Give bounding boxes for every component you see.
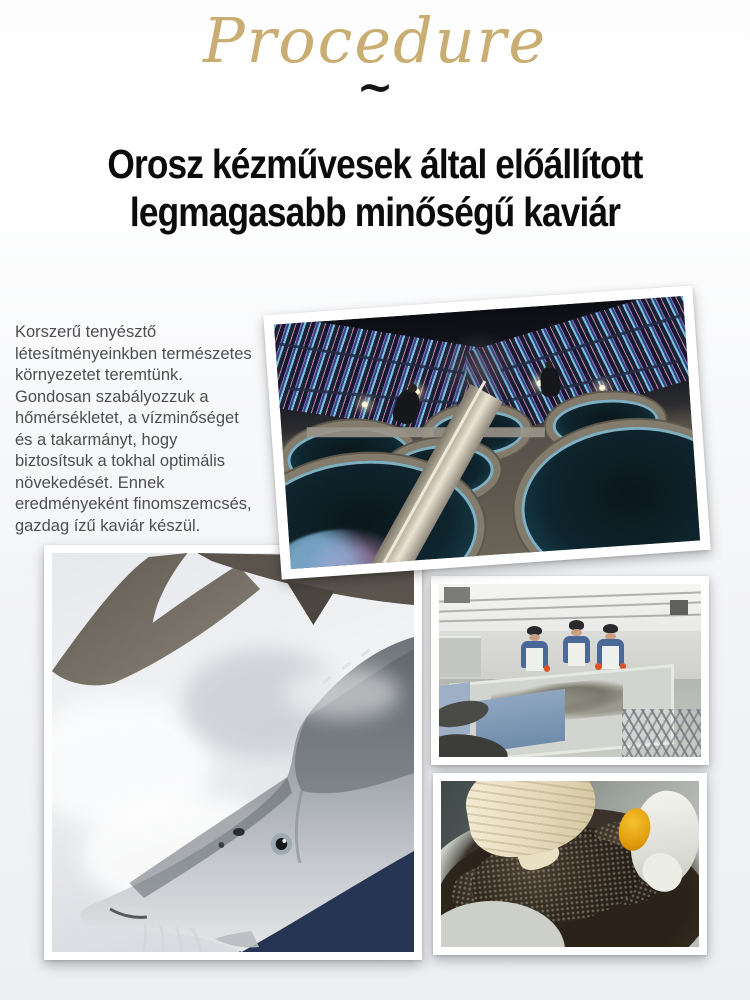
- cross-walkway: [306, 427, 544, 437]
- worker-apron: [602, 646, 619, 669]
- wall-vent: [670, 600, 688, 616]
- worker-glove: [544, 665, 550, 672]
- caviar-straining-photo-content: [441, 781, 699, 947]
- facility-worker: [540, 366, 560, 397]
- tilde-ornament: ~: [356, 62, 394, 113]
- headline-line-2: legmagasabb minőségű kaviár: [129, 189, 621, 235]
- intro-line: Gondosan szabályozzuk a: [15, 387, 209, 406]
- aquaculture-facility-photo-content: [274, 296, 700, 569]
- intro-paragraph: [15, 322, 287, 537]
- worker-apron: [526, 648, 543, 671]
- ceiling-fixture: [444, 587, 470, 603]
- sturgeon-photo: [44, 545, 422, 960]
- worker-torso: [563, 636, 590, 663]
- intro-line: növekedését. Ennek: [15, 473, 165, 492]
- sturgeon-illustration: [52, 553, 414, 952]
- processing-worker: [562, 620, 591, 679]
- aquaculture-facility-photo: [263, 285, 710, 579]
- intro-line: hőmérsékletet, a vízminőséget: [15, 409, 239, 427]
- nostril: [233, 828, 245, 836]
- intro-line: Korszerű tenyésztő: [15, 323, 157, 341]
- intro-line: létesítményeinkben természetes: [15, 344, 252, 363]
- worker-torso: [521, 641, 548, 668]
- rail-fence: [622, 709, 701, 757]
- caviar-straining-photo: [433, 773, 707, 955]
- worker-torso: [597, 639, 624, 666]
- sturgeon-photo-content: [52, 553, 414, 952]
- eye-glint: [282, 839, 286, 843]
- processing-room-photo-content: [439, 584, 701, 757]
- intro-line: eredményeként finomszemcsés,: [15, 495, 252, 513]
- headline-line-1: Orosz kézművesek által előállított: [107, 141, 643, 187]
- worker-cap: [603, 624, 618, 633]
- processing-room-photo: [431, 576, 709, 765]
- head-shine: [284, 667, 400, 719]
- procedure-title: Procedure: [202, 4, 548, 77]
- nostril: [218, 842, 224, 848]
- intro-line: gazdag ízű kaviár készül.: [15, 516, 201, 535]
- intro-line: biztosítsuk a tokhal optimális: [15, 452, 226, 470]
- intro-line: környezetet teremtünk.: [15, 366, 183, 384]
- product-headline: [53, 140, 698, 236]
- side-equipment: [439, 636, 481, 678]
- worker-apron: [568, 643, 585, 666]
- intro-line: és a takarmányt, hogy: [15, 430, 178, 449]
- worker-glove: [595, 663, 601, 670]
